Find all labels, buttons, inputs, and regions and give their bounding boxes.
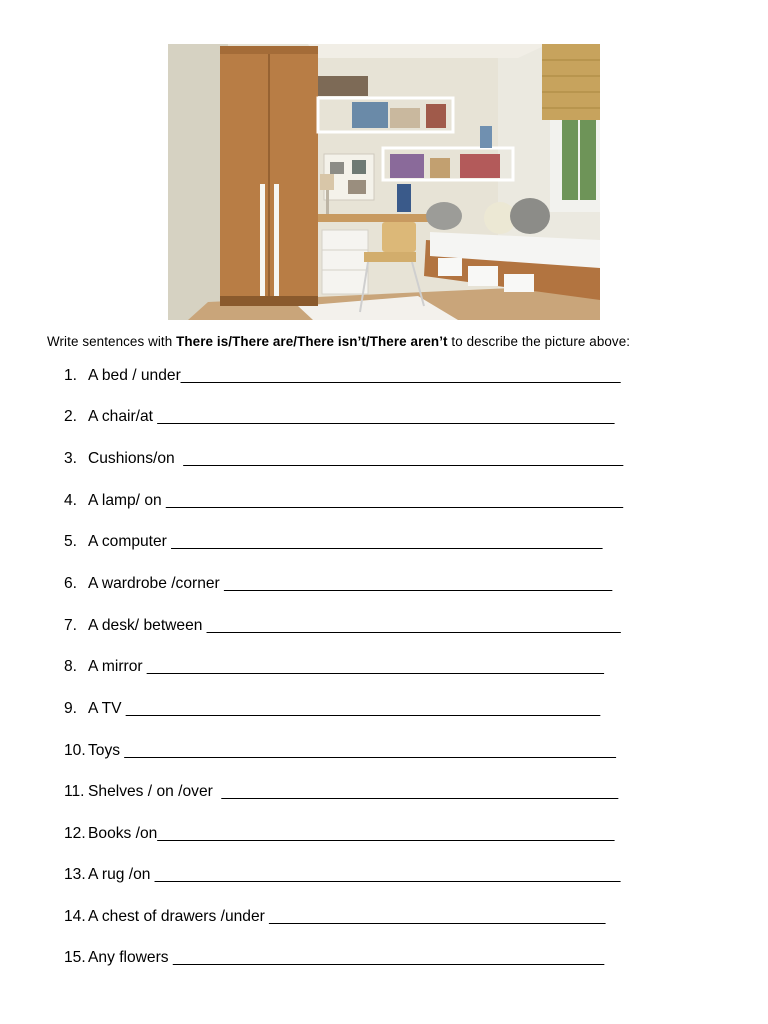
list-item (64, 866, 620, 884)
list-item (64, 408, 614, 426)
item-prompt: Shelves / on /over (88, 783, 222, 800)
item-number: 7. (64, 617, 78, 634)
item-number: 15. (64, 949, 86, 966)
item-prompt: A rug /on (88, 866, 155, 883)
item-number: 5. (64, 533, 78, 550)
list-item (64, 575, 612, 593)
list-item (64, 617, 621, 635)
list-item (64, 742, 616, 760)
list-item (64, 783, 618, 801)
list-item (64, 949, 604, 967)
item-prompt: A computer (88, 533, 172, 550)
item-prompt: Toys (88, 742, 125, 759)
item-number: 9. (64, 700, 78, 717)
answer-line[interactable]: _____________________________________________________ (166, 492, 624, 509)
bedroom-photo (168, 44, 600, 320)
item-prompt: A chest of drawers /under (88, 908, 270, 925)
item-number: 3. (64, 450, 78, 467)
answer-line[interactable]: ______________________________________________________ (154, 866, 621, 883)
answer-line[interactable]: __________________________________________________ (172, 949, 605, 966)
list-item (64, 658, 604, 676)
item-prompt: A mirror (88, 658, 147, 675)
answer-line[interactable]: _________________________________________________________ (124, 742, 616, 759)
item-prompt: Cushions/on (88, 450, 184, 467)
answer-line[interactable]: ___________________________________________________ (180, 367, 621, 384)
list-item (64, 700, 600, 718)
item-prompt: Any flowers (88, 949, 173, 966)
item-number: 1. (64, 367, 78, 384)
item-number: 14. (64, 908, 86, 925)
instruction-text (47, 334, 630, 349)
item-number: 8. (64, 658, 78, 675)
item-number: 11. (64, 783, 85, 800)
item-prompt: A TV (88, 700, 126, 717)
item-number: 10. (64, 742, 86, 759)
item-prompt: A wardrobe /corner (88, 575, 225, 592)
list-item (64, 492, 623, 510)
answer-line[interactable]: _____________________________________________ (224, 575, 613, 592)
answer-line[interactable]: _______________________________________________________ (125, 700, 601, 717)
item-number: 6. (64, 575, 78, 592)
answer-line[interactable]: ___________________________________________________ (183, 450, 624, 467)
list-item (64, 367, 621, 385)
answer-line[interactable]: ________________________________________________ (206, 617, 621, 634)
answer-line[interactable]: _____________________________________________________ (157, 825, 615, 842)
item-number: 13. (64, 866, 86, 883)
answer-line[interactable]: __________________________________________________ (171, 533, 603, 550)
list-item (64, 908, 605, 926)
item-number: 12. (64, 825, 86, 842)
item-prompt: A chair/at (88, 408, 158, 425)
list-item (64, 825, 614, 843)
item-prompt: A desk/ between (88, 617, 207, 634)
answer-line[interactable]: ______________________________________________ (221, 783, 619, 800)
item-prompt: A lamp/ on (88, 492, 167, 509)
list-item (64, 533, 602, 551)
list-item (64, 450, 623, 468)
item-number: 4. (64, 492, 78, 509)
answer-line[interactable]: _____________________________________________________ (146, 658, 604, 675)
item-prompt: A bed / under (88, 367, 181, 384)
item-number: 2. (64, 408, 78, 425)
instruction-bold: There is/There are/There isn’t/There aren’t (176, 334, 448, 349)
answer-line[interactable]: _______________________________________ (269, 908, 606, 925)
instruction-suffix: to describe the picture above: (447, 334, 631, 349)
item-prompt: Books /on (88, 825, 158, 842)
instruction-prefix: Write sentences with (47, 334, 177, 349)
answer-line[interactable]: _____________________________________________________ (157, 408, 615, 425)
